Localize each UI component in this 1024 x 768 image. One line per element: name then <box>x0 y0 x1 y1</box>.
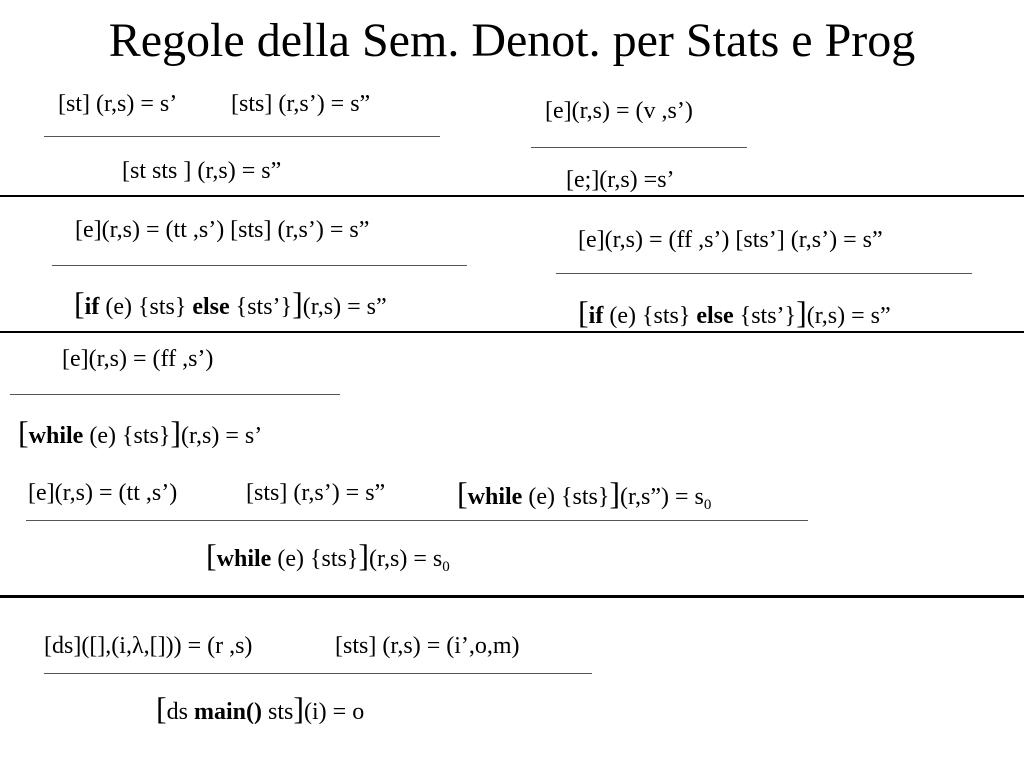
while-true-c-kw-while: while <box>216 546 272 572</box>
while-false-premise: [e](r,s) = (ff ,s’) <box>62 346 214 372</box>
seq-conclusion: [st sts ] (r,s) = s” <box>122 158 282 184</box>
if-true-rule-line <box>52 265 467 266</box>
if-false-else-body: {sts’} <box>733 303 797 329</box>
prog-premise-2: [sts] (r,s) = (i’,o,m) <box>335 633 520 659</box>
prog-kw-main: main() <box>194 699 262 725</box>
if-false-close-bracket: ] <box>796 294 807 330</box>
while-true-p3-subscript: 0 <box>703 497 712 513</box>
while-false-body: (e) {sts} <box>83 423 171 449</box>
while-false-open-bracket: [ <box>18 414 29 450</box>
while-false-kw-while: while <box>28 423 84 449</box>
prog-premise-1: [ds]([],(i,λ,[])) = (r ,s) <box>44 633 253 659</box>
if-true-premise: [e](r,s) = (tt ,s’) [sts] (r,s’) = s” <box>75 217 370 243</box>
prog-conclusion <box>156 690 365 726</box>
prog-open-bracket: [ <box>156 690 167 726</box>
expr-rule-line <box>531 147 747 148</box>
prog-sts: sts <box>262 699 294 725</box>
seq-premise-1: [st] (r,s) = s’ <box>58 91 178 117</box>
while-true-p3-rest: (r,s”) = s <box>620 484 704 510</box>
while-true-premise-3 <box>457 475 712 513</box>
if-false-kw-if: if <box>588 303 604 329</box>
if-true-kw-else: else <box>192 294 230 320</box>
while-true-premise-1: [e](r,s) = (tt ,s’) <box>28 480 178 506</box>
while-true-c-subscript: 0 <box>442 559 450 575</box>
if-true-else-body: {sts’} <box>229 294 293 320</box>
while-true-p3-kw-while: while <box>467 484 523 510</box>
expr-conclusion: [e;](r,s) =s’ <box>566 167 675 193</box>
if-true-conclusion <box>74 285 387 321</box>
if-true-open-bracket: [ <box>74 285 85 321</box>
if-true-cond: (e) {sts} <box>99 294 193 320</box>
while-true-p3-close-bracket: ] <box>609 475 621 511</box>
while-false-close-bracket: ] <box>170 414 182 450</box>
while-true-p3-open-bracket: [ <box>457 475 468 511</box>
while-true-c-close-bracket: ] <box>358 537 370 573</box>
if-false-rest: (r,s) = s” <box>806 303 891 329</box>
section-separator-1 <box>0 195 1024 197</box>
while-false-rule-line <box>10 394 340 395</box>
prog-rule-line <box>44 673 592 674</box>
while-true-p3-body: (e) {sts} <box>522 484 610 510</box>
if-false-conclusion <box>578 294 891 330</box>
prog-ds: ds <box>166 699 194 725</box>
if-false-premise: [e](r,s) = (ff ,s’) [sts’] (r,s’) = s” <box>578 227 883 253</box>
while-true-c-open-bracket: [ <box>206 537 217 573</box>
prog-rest: (i) = o <box>304 699 365 725</box>
if-false-kw-else: else <box>696 303 734 329</box>
if-false-open-bracket: [ <box>578 294 589 330</box>
if-true-close-bracket: ] <box>292 285 303 321</box>
prog-close-bracket: ] <box>293 690 305 726</box>
section-separator-2 <box>0 331 1024 333</box>
if-true-rest: (r,s) = s” <box>302 294 387 320</box>
seq-premise-2: [sts] (r,s’) = s” <box>231 91 371 117</box>
while-false-conclusion <box>18 414 263 450</box>
while-true-premise-2: [sts] (r,s’) = s” <box>246 480 386 506</box>
page-title: Regole della Sem. Denot. per Stats e Prog <box>108 14 916 67</box>
section-separator-3 <box>0 595 1024 598</box>
while-true-conclusion <box>206 537 450 575</box>
if-false-cond: (e) {sts} <box>603 303 697 329</box>
seq-rule-line <box>44 136 440 137</box>
while-true-c-rest: (r,s) = s <box>369 546 443 572</box>
while-false-rest: (r,s) = s’ <box>181 423 263 449</box>
if-false-rule-line <box>556 273 972 274</box>
expr-premise: [e](r,s) = (v ,s’) <box>545 98 693 124</box>
if-true-kw-if: if <box>84 294 100 320</box>
while-true-c-body: (e) {sts} <box>271 546 359 572</box>
while-true-rule-line <box>26 520 808 521</box>
